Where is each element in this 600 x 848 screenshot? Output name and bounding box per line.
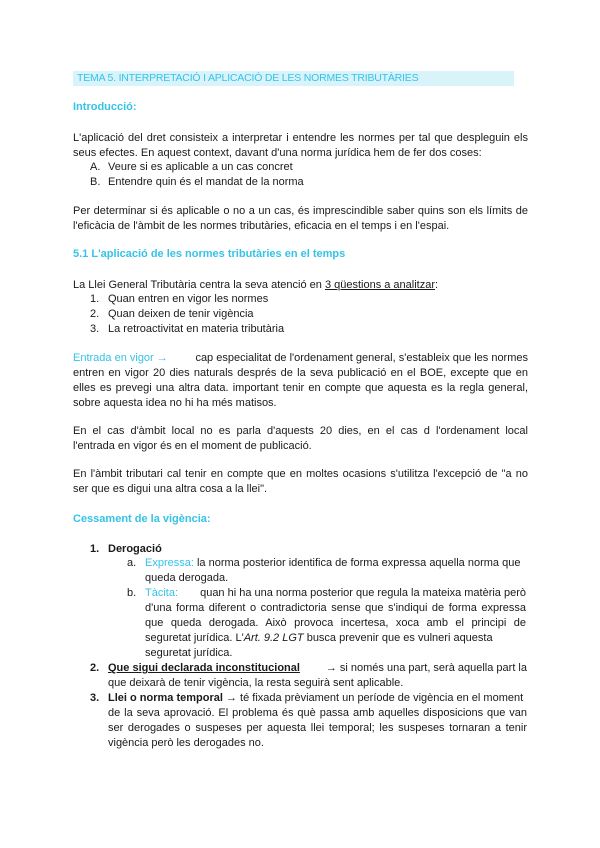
article-reference: Art. 9.2 LGT [243,632,304,644]
entrada-text: cap especialitat de l'ordenament general, s'estableix que les normes [195,352,528,364]
entrada-label: Entrada en vigor → [73,352,168,364]
tacita-text: busca prevenir que es vulneri aquesta [303,632,493,644]
section-heading: 5.1 L'aplicació de les normes tributàries en el temps [73,248,346,260]
tributari-line: ser que es digui una altra cosa a la llei". [73,483,268,495]
intro-paragraph-line: Per determinar si és aplicable o no a un cas, és imprescindible saber quins son els límits de [73,205,528,217]
sub-marker: b. [127,587,137,599]
cessament-heading: Cessament de la vigència: [73,513,211,525]
entrada-line: sobre aquesta idea no hi ha més matisos. [73,397,277,409]
lead-text: La Llei General Tributària centra la seva atenció en [73,279,325,291]
inconstitucional-text: → si només una part, serà aquella part la [325,662,527,674]
inconstitucional-label: Que sigui declarada inconstitucional [108,662,300,674]
local-line: l'entrada en vigor és en el moment de publicació. [73,440,312,452]
list-item: Veure si es aplicable a un cas concret [108,161,293,173]
list-marker: 1. [90,543,100,555]
list-marker: 3. [90,323,100,335]
list-marker: 2. [90,662,100,674]
list-item: La retroactivitat en materia tributària [108,323,285,335]
temporal-text: → té fixada prèviament un període de vigència en el moment [225,692,524,704]
tacita-line: seguretat jurídica. [145,647,233,659]
intro-paragraph-line: L'aplicació del dret consisteix a interpretar i entendre les normes per tal que despleguin els [73,132,528,144]
expressa-line: queda derogada. [145,572,229,584]
temporal-line: de la seva aprovació. El problema és què passa amb aquelles disposicions que van [108,707,527,719]
temporal-line [108,692,527,704]
sub-marker: a. [127,557,137,569]
expressa-label: Expressa: [145,557,194,569]
local-line: En el cas d'àmbit local no es parla d'aquests 20 dies, en el cas d l'ordenament local [73,425,528,437]
entrada-line: entren en vigor 20 dies naturals després de la seva publicació en el BOE, excepte que en [73,367,528,379]
tacita-line [145,632,526,644]
tacita-line: que queda derogada. Això provoca incertesa, xoca amb el principi de [145,617,526,629]
inconstitucional-line: que deixarà de tenir vigència, la resta seguirà sent aplicable. [108,677,404,689]
entrada-line [73,351,528,366]
list-marker: 1. [90,293,100,305]
list-item: Quan entren en vigor les normes [108,293,269,305]
list-marker: B. [90,176,101,188]
list-marker: A. [90,161,101,173]
inconstitucional-line [108,662,527,674]
section-lead [73,278,528,293]
document-title: TEMA 5. INTERPRETACIÓ I APLICACIÓ DE LES NORMES TRIBUTÀRIES [77,72,419,84]
expressa-text: la norma posterior identifica de forma expressa aquella norma que [196,557,521,569]
list-item: Quan deixen de tenir vigència [108,308,254,320]
intro-paragraph-line: seus efectes. En aquest context, davant d'una norma jurídica hem de fer dos coses: [73,147,482,159]
temporal-line: ser derogades o suspeses per aquesta llei temporal; les suspeses tornaran a tenir [108,722,527,734]
entrada-line: elles es prevegi una altra data. important tenir en compte que aquesta es la regla general, [73,382,528,394]
temporal-line: vigència però les derogades no. [108,737,264,749]
tacita-text: seguretat jurídica. L' [145,632,244,644]
list-marker: 3. [90,692,100,704]
lead-underlined: 3 qüestions a analitzar [324,279,436,291]
expressa-line [145,557,526,569]
intro-heading: Introducció: [73,101,137,113]
list-item: Entendre quin és el mandat de la norma [108,176,304,188]
list-marker: 2. [90,308,100,320]
tacita-label: Tàcita: [145,587,179,599]
tributari-line: En l'àmbit tributari cal tenir en compte que en moltes ocasions s'utilitza l'excepció de "a no [73,468,528,480]
derogacio-label: Derogació [108,543,162,555]
tacita-line: d'una forma diferent o contradictoria sense que s'indiqui de forma expressa [145,602,526,614]
intro-paragraph-line: l'eficàcia de l'àmbit de les normes tributàries, eficacia en el temps i en l'espai. [73,220,450,232]
tacita-line [145,587,526,599]
tacita-text: quan hi ha una norma posterior que regula la mateixa matèria però [200,587,526,599]
temporal-label: Llei o norma temporal [108,692,223,704]
lead-punct: : [435,279,439,291]
